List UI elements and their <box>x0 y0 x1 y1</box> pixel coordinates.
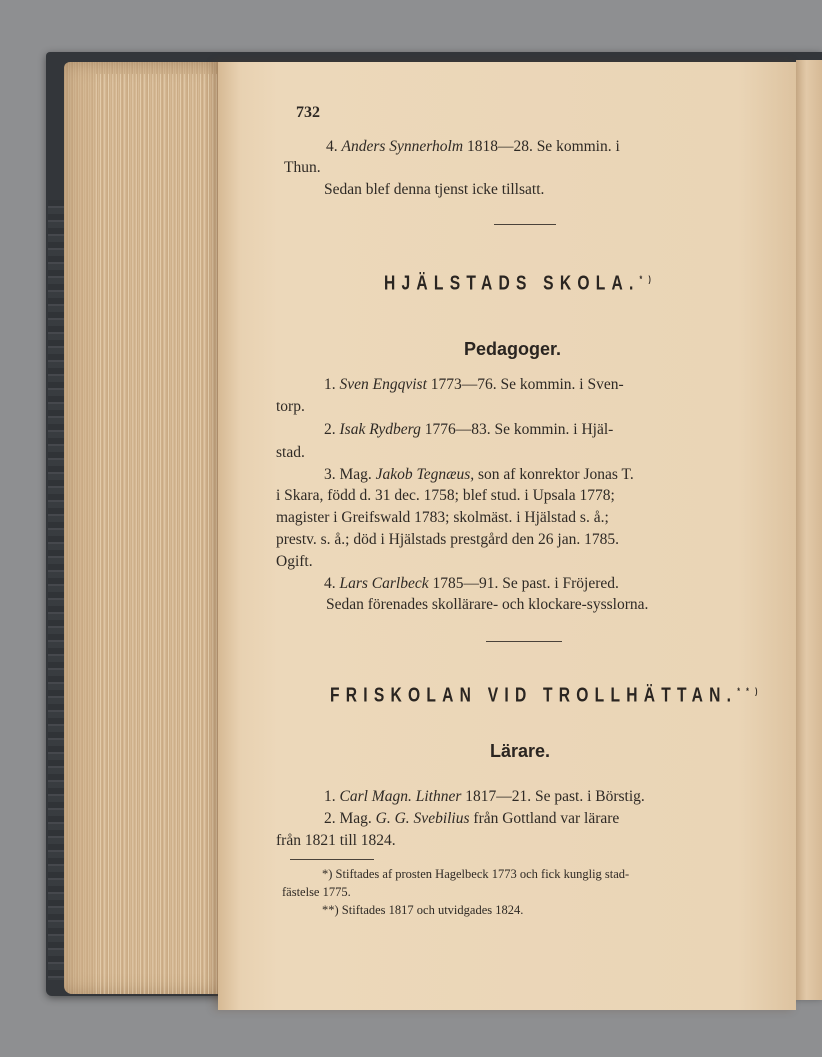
facing-page-edge <box>796 60 822 1000</box>
section-subtitle: Lärare. <box>490 741 551 761</box>
person-name: Isak Rydberg <box>339 421 421 438</box>
entry-continuation: prestv. s. å.; död i Hjälstads prestgård den 26 jan. 1785. <box>276 531 619 548</box>
book-page <box>218 62 796 1010</box>
entry-line: 4. Lars Carlbeck 1785—91. Se past. i Fröjered. <box>324 575 619 592</box>
entry-continuation: i Skara, född d. 31 dec. 1758; blef stud. i Upsala 1778; <box>276 487 615 504</box>
section-subtitle: Pedagoger. <box>464 339 562 359</box>
section-divider <box>486 641 562 642</box>
entry-line: 1. Sven Engqvist 1773—76. Se kommin. i Sven- <box>324 376 624 393</box>
person-name: Anders Synnerholm <box>341 138 464 155</box>
entry-line: 1. Carl Magn. Lithner 1817—21. Se past. i Börstig. <box>324 788 645 805</box>
entry-line: 3. Mag. Jakob Tegnæus, son af konrektor Jonas T. <box>324 466 634 483</box>
entry-text: 1818—28. Se kommin. i <box>466 138 620 155</box>
footnote: **) Stiftades 1817 och utvidgades 1824. <box>322 903 524 917</box>
section-divider <box>494 224 556 225</box>
person-name: Lars Carlbeck <box>339 575 429 592</box>
entry-line: 2. Mag. G. G. Svebilius från Gottland var lärare <box>324 810 620 827</box>
section-title: FRISKOLAN VID TROLLHÄTTAN.**) <box>330 684 764 707</box>
footnote-continuation: fästelse 1775. <box>282 885 351 899</box>
footnote: *) Stiftades af prosten Hagelbeck 1773 och fick kunglig stad- <box>322 867 630 881</box>
entry-continuation: torp. <box>276 398 305 415</box>
person-name: G. G. Svebilius <box>375 810 470 827</box>
person-name: Carl Magn. Lithner <box>339 788 462 805</box>
entry-line <box>326 138 620 156</box>
text-line: Sedan förenades skollärare- och klockare-sysslorna. <box>326 596 649 613</box>
person-name: Sven Engqvist <box>339 376 427 393</box>
entry-continuation: magister i Greifswald 1783; skolmäst. i Hjälstad s. å.; <box>276 509 609 526</box>
text-line: Sedan blef denna tjenst icke tillsatt. <box>324 181 545 198</box>
footnote-rule <box>290 859 374 860</box>
entry-continuation: Thun. <box>284 159 321 176</box>
person-name: Jakob Tegnæus, <box>375 466 475 483</box>
entry-number: 4. <box>326 138 338 155</box>
page-number: 732 <box>296 104 320 121</box>
entry-continuation: stad. <box>276 444 305 461</box>
section-title: HJÄLSTADS SKOLA.*) <box>384 272 658 295</box>
page-stack-highlight <box>96 74 224 994</box>
entry-continuation: från 1821 till 1824. <box>276 832 396 849</box>
entry-line: 2. Isak Rydberg 1776—83. Se kommin. i Hjäl- <box>324 421 614 438</box>
entry-continuation: Ogift. <box>276 553 313 570</box>
